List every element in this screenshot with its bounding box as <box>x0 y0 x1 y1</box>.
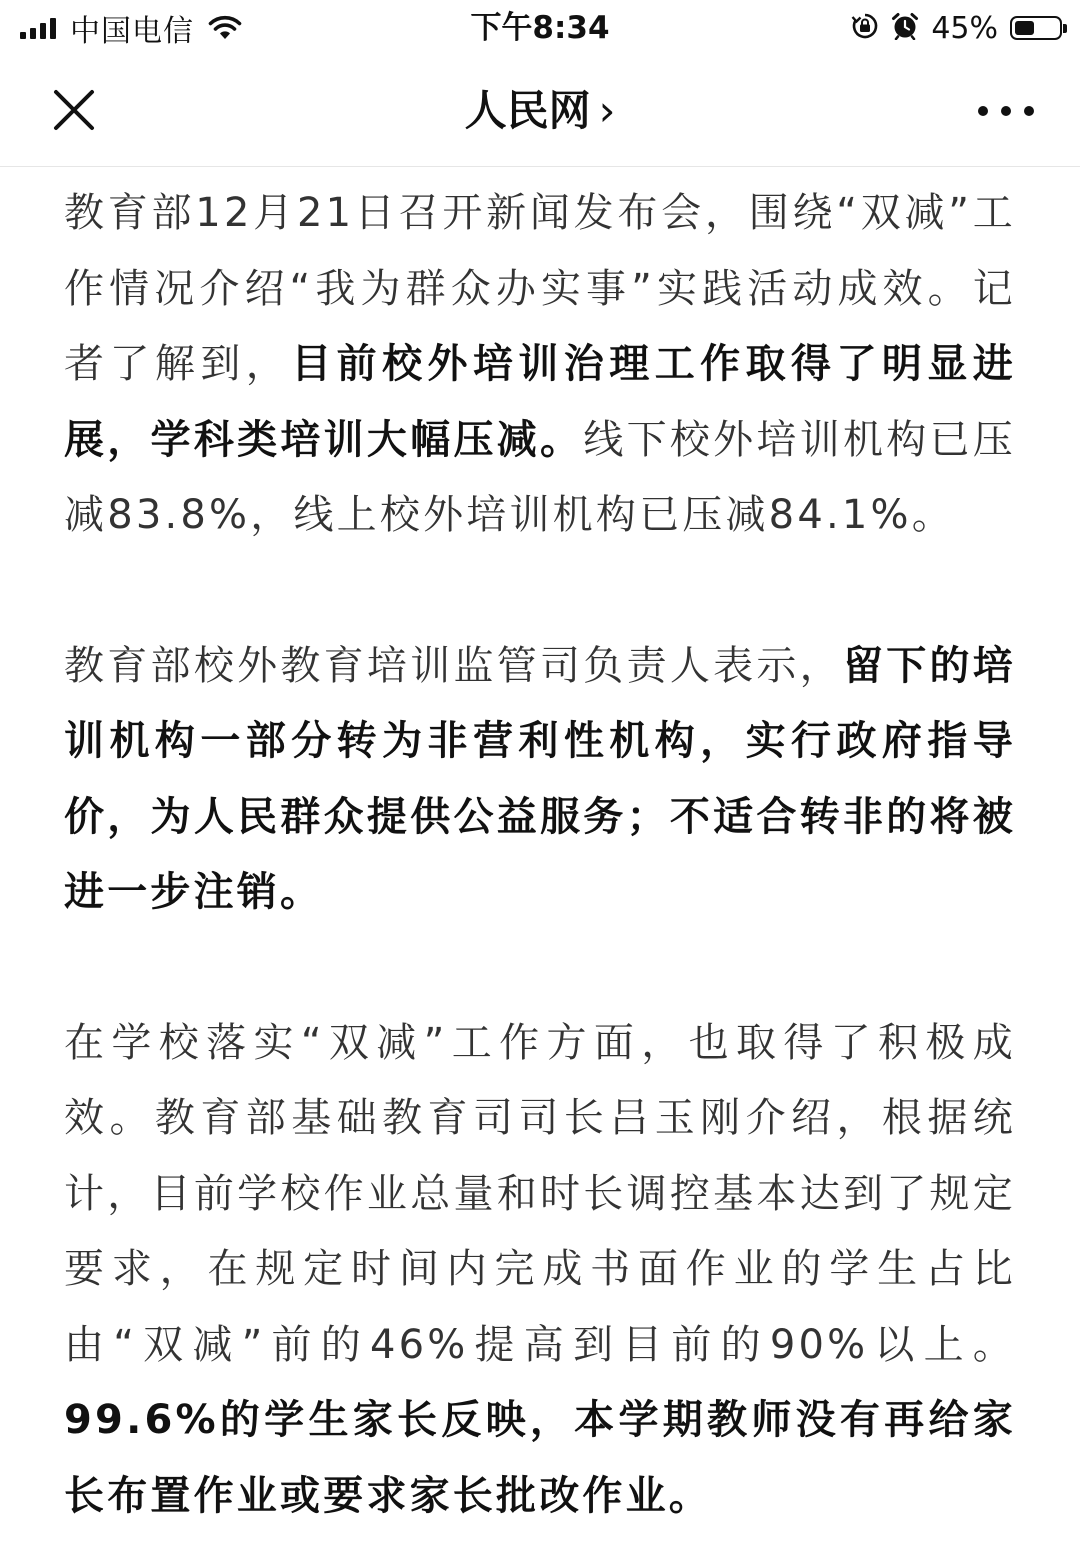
status-bar <box>0 0 1080 56</box>
battery-level-fill <box>1015 21 1034 35</box>
paragraph-bold-text: 99.6%的学生家长反映，本学期教师没有再给家长布置作业或要求家长批改作业。 <box>64 1397 1016 1519</box>
article-paragraph-3 <box>64 1006 1016 1535</box>
status-right <box>851 8 1062 48</box>
chevron-right-icon: › <box>598 86 616 135</box>
rotation-lock-icon <box>851 12 879 44</box>
paragraph-bold-text: 留下的培训机构一部分转为非营利性机构，实行政府指导价，为人民群众提供公益服务；不适合转非的将被进一步注销。 <box>64 642 1016 915</box>
more-dot <box>1001 106 1011 116</box>
more-options-button[interactable] <box>978 96 1034 126</box>
nav-bar <box>0 56 1080 167</box>
paragraph-text: 在学校落实“双减”工作方面，也取得了积极成效。教育部基础教育司司长吕玉刚介绍，根据统计，目前学校作业总量和时长调控基本达到了规定要求，在规定时间内完成书面作业的学生占比由“双减”前的46%提高到目前的90%以上。 <box>64 1019 1016 1368</box>
article-paragraph-1 <box>64 176 1016 554</box>
battery-percent: 45% <box>931 10 998 46</box>
article-paragraph-2 <box>64 629 1016 931</box>
alarm-clock-icon <box>891 12 919 44</box>
account-title: 人民网 <box>464 86 591 135</box>
paragraph-bold-text: 目前校外培训治理工作取得了明显进展，学科类培训大幅压减。 <box>64 341 1017 463</box>
paragraph-text: 教育部12月21日召开新闻发布会，围绕“双减”工作情况介绍“我为群众办实事”实践活动成效。记者了解到， <box>64 190 1016 387</box>
more-dot <box>1024 106 1034 116</box>
account-title-link[interactable] <box>0 86 1080 136</box>
paragraph-text: 线下校外培训机构已压减83.8%，线上校外培训机构已压减84.1%。 <box>64 416 1016 538</box>
status-time: 下午8:34 <box>470 10 610 46</box>
article-body <box>64 176 1016 1534</box>
battery-icon <box>1010 16 1062 40</box>
more-dot <box>978 106 988 116</box>
carrier-name: 中国电信 <box>70 14 194 49</box>
paragraph-text: 教育部校外教育培训监管司负责人表示， <box>64 642 843 689</box>
